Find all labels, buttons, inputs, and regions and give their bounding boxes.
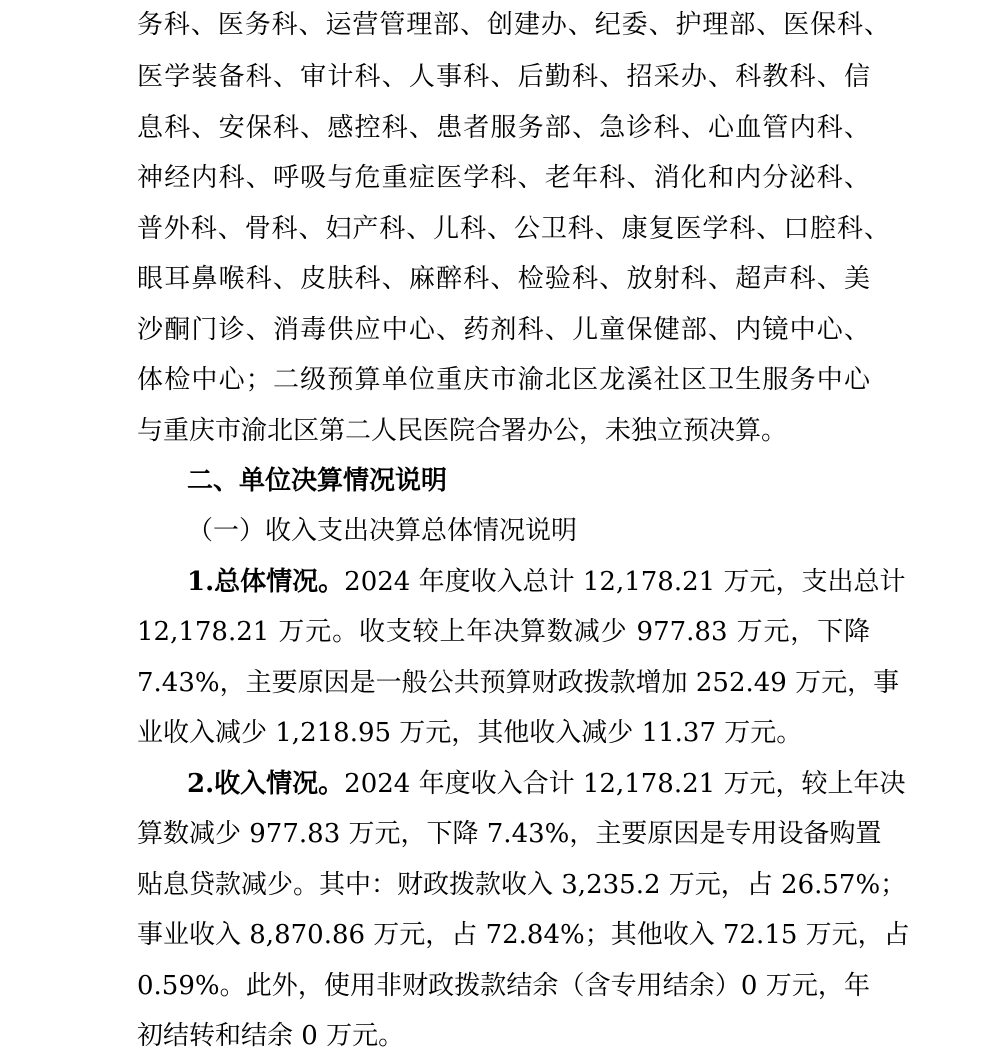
body-text-line: 事业收入 8,870.86 万元，占 72.84%；其他收入 72.15 万元，占 (137, 920, 910, 950)
paragraph-2-lead: 2.收入情况。 (187, 769, 345, 799)
body-text-line: 0.59%。此外，使用非财政拨款结余（含专用结余）0 万元，年 (137, 971, 870, 1001)
paragraph-2-first-line (0, 764, 1000, 804)
paragraph-1-lead: 1.总体情况。 (187, 567, 345, 597)
paragraph-1-first-line (0, 562, 1000, 602)
body-text-line: 12,178.21 万元。收支较上年决算数减少 977.83 万元，下降 (137, 617, 870, 647)
paragraph-1-text: 2024 年度收入总计 12,178.21 万元，支出总计 (344, 567, 906, 597)
body-text-line: 业收入减少 1,218.95 万元，其他收入减少 11.37 万元。 (137, 718, 803, 748)
body-text-line: 医学装备科、审计科、人事科、后勤科、招采办、科教科、信 (137, 62, 870, 92)
body-text-line: 贴息贷款减少。其中：财政拨款收入 3,235.2 万元，占 26.57%； (137, 870, 907, 900)
body-text-line: 初结转和结余 0 万元。 (137, 1021, 405, 1051)
paragraph-2-text: 2024 年度收入合计 12,178.21 万元，较上年决 (344, 769, 906, 799)
body-text-line: 息科、安保科、感控科、患者服务部、急诊科、心血管内科、 (137, 113, 870, 143)
body-text-line: 神经内科、呼吸与危重症医学科、老年科、消化和内分泌科、 (137, 163, 870, 193)
body-text-line: 务科、医务科、运营管理部、创建办、纪委、护理部、医保科、 (137, 10, 890, 40)
body-text-line: 体检中心；二级预算单位重庆市渝北区龙溪社区卫生服务中心 (137, 365, 870, 395)
body-text-line: 7.43%，主要原因是一般公共预算财政拨款增加 252.49 万元，事 (137, 668, 900, 698)
section-heading: 二、单位决算情况说明 (187, 466, 448, 496)
body-text-line: 与重庆市渝北区第二人民医院合署办公，未独立预决算。 (137, 416, 788, 446)
body-text-line: 普外科、骨科、妇产科、儿科、公卫科、康复医学科、口腔科、 (137, 214, 890, 244)
body-text-line: 算数减少 977.83 万元，下降 7.43%，主要原因是专用设备购置 (137, 819, 882, 849)
subsection-heading: （一）收入支出决算总体情况说明 (187, 516, 578, 546)
body-text-line: 眼耳鼻喉科、皮肤科、麻醉科、检验科、放射科、超声科、美 (137, 264, 870, 294)
body-text-line: 沙酮门诊、消毒供应中心、药剂科、儿童保健部、内镜中心、 (137, 315, 870, 345)
